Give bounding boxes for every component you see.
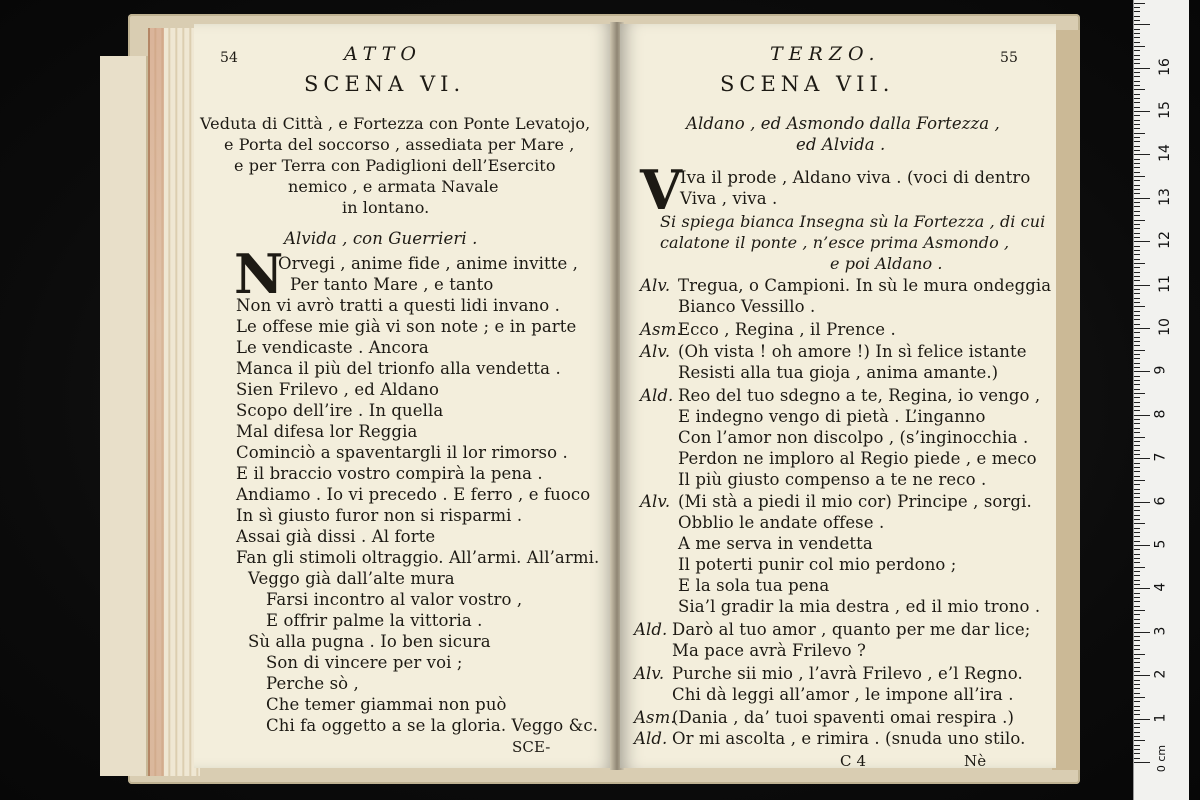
verse-line: In sì giusto furor non si risparmi . bbox=[236, 506, 523, 525]
speaker-label: Alv. bbox=[640, 276, 671, 295]
ruler-tick bbox=[1134, 558, 1140, 559]
ruler-tick bbox=[1134, 658, 1140, 659]
ruler-tick bbox=[1134, 758, 1140, 759]
ruler-tick bbox=[1134, 523, 1145, 524]
verse-line: Farsi incontro al valor vostro , bbox=[266, 590, 523, 609]
ruler-tick bbox=[1134, 311, 1140, 312]
ruler-tick bbox=[1134, 42, 1140, 43]
ruler-tick bbox=[1134, 593, 1140, 594]
speaker-label: Ald. bbox=[640, 386, 674, 405]
ruler-number: 16 bbox=[1156, 57, 1173, 76]
verse-line: Sien Frilevo , ed Aldano bbox=[236, 380, 439, 399]
ruler-number: 9 bbox=[1152, 365, 1169, 375]
ruler-number: 5 bbox=[1152, 539, 1169, 549]
ruler-tick bbox=[1134, 571, 1140, 572]
ruler-tick bbox=[1134, 480, 1145, 481]
ruler-tick bbox=[1134, 324, 1140, 325]
text-line: Il poterti punir col mio perdono ; bbox=[678, 555, 957, 574]
ruler-tick bbox=[1134, 37, 1140, 38]
ruler-tick bbox=[1134, 63, 1140, 64]
ruler-tick bbox=[1134, 510, 1140, 511]
ruler-tick bbox=[1134, 376, 1140, 377]
ruler-tick bbox=[1134, 428, 1140, 429]
text-line: Darò al tuo amor , quanto per me dar lice; bbox=[672, 620, 1031, 639]
verse-line: Scopo dell’ire . In quella bbox=[236, 401, 444, 420]
ruler-number: 8 bbox=[1152, 409, 1169, 419]
ruler-tick bbox=[1134, 289, 1140, 290]
ruler-tick bbox=[1134, 89, 1145, 90]
ruler-tick bbox=[1134, 714, 1140, 715]
ruler-tick bbox=[1134, 528, 1140, 529]
ruler-tick bbox=[1134, 315, 1140, 316]
ruler-tick bbox=[1134, 306, 1145, 307]
ruler-tick bbox=[1134, 133, 1145, 134]
verse-line: Manca il più del trionfo alla vendetta . bbox=[236, 359, 561, 378]
ruler-tick bbox=[1134, 580, 1140, 581]
ruler-tick bbox=[1134, 120, 1140, 121]
ruler-tick bbox=[1134, 33, 1140, 34]
ruler-tick bbox=[1134, 710, 1140, 711]
text-line: Iva il prode , Aldano viva . (voci di dentro bbox=[680, 168, 1031, 187]
ruler-tick bbox=[1134, 554, 1140, 555]
ruler-tick bbox=[1134, 706, 1140, 707]
ruler-tick bbox=[1134, 636, 1140, 637]
ruler-tick bbox=[1134, 358, 1140, 359]
verse-line: Non vi avrò tratti a questi lidi invano . bbox=[236, 296, 560, 315]
ruler-number: 7 bbox=[1152, 452, 1169, 462]
ruler-tick bbox=[1134, 367, 1140, 368]
cover-edge-right bbox=[1052, 30, 1080, 770]
ruler-tick bbox=[1134, 497, 1140, 498]
ruler-tick bbox=[1134, 454, 1140, 455]
ruler-tick bbox=[1134, 406, 1140, 407]
running-head: ATTO bbox=[344, 43, 422, 65]
ruler-number: 11 bbox=[1156, 274, 1173, 293]
text-line: (Mi stà a piedi il mio cor) Principe , sorgi. bbox=[678, 492, 1032, 511]
ruler-tick bbox=[1134, 7, 1140, 8]
ruler-tick bbox=[1134, 293, 1140, 294]
text-line: Con l’amor non discolpo , (s’inginocchia . bbox=[678, 428, 1029, 447]
ruler-tick bbox=[1134, 341, 1140, 342]
ruler-tick bbox=[1134, 389, 1140, 390]
ruler-tick bbox=[1134, 233, 1140, 234]
ruler-tick bbox=[1134, 545, 1150, 546]
ruler-tick bbox=[1134, 450, 1140, 451]
text-line: Resisti alla tua gioja , anima amante.) bbox=[678, 363, 999, 382]
ruler-tick bbox=[1134, 85, 1140, 86]
ruler-tick bbox=[1134, 68, 1150, 69]
ruler-tick bbox=[1134, 380, 1140, 381]
ruler-tick bbox=[1134, 562, 1140, 563]
ruler-tick bbox=[1134, 719, 1150, 720]
ruler-tick bbox=[1134, 124, 1140, 125]
ruler-tick bbox=[1134, 667, 1140, 668]
ruler-tick bbox=[1134, 423, 1140, 424]
cover-flap bbox=[100, 56, 148, 776]
ruler-tick bbox=[1134, 762, 1150, 763]
text-line: Purche sii mio , l’avrà Frilevo , e’l Regno. bbox=[672, 664, 1023, 683]
ruler-tick bbox=[1134, 567, 1145, 568]
ruler-tick bbox=[1134, 575, 1140, 576]
drop-cap: V bbox=[640, 158, 682, 222]
ruler-tick bbox=[1134, 536, 1140, 537]
ruler-tick bbox=[1134, 597, 1140, 598]
ruler-tick bbox=[1134, 298, 1140, 299]
text-line: E indegno vengo di pietà . L’inganno bbox=[678, 407, 986, 426]
ruler-tick bbox=[1134, 515, 1140, 516]
speaker-label: Alv. bbox=[640, 342, 671, 361]
verse-line: Per tanto Mare , e tanto bbox=[290, 275, 494, 294]
ruler-tick bbox=[1134, 163, 1140, 164]
text-line: Chi dà leggi all’amor , le impone all’ira . bbox=[672, 685, 1014, 704]
catchword: SCE- bbox=[512, 738, 551, 756]
drop-cap: N bbox=[234, 242, 284, 306]
ruler-tick bbox=[1134, 72, 1140, 73]
stage-direction-line: Si spiega bianca Insegna sù la Fortezza , di cui bbox=[660, 212, 1046, 231]
speaker-label: Alv. bbox=[634, 664, 665, 683]
ruler-tick bbox=[1134, 50, 1140, 51]
ruler-tick bbox=[1134, 437, 1145, 438]
ruler-tick bbox=[1134, 445, 1140, 446]
text-line: Obblio le andate offese . bbox=[678, 513, 885, 532]
ruler-tick bbox=[1134, 745, 1140, 746]
ruler-tick bbox=[1134, 493, 1140, 494]
ruler-tick bbox=[1134, 345, 1140, 346]
ruler-tick bbox=[1134, 736, 1140, 737]
ruler-tick bbox=[1134, 276, 1140, 277]
text-line: Ma pace avrà Frilevo ? bbox=[672, 641, 866, 660]
ruler-number: 4 bbox=[1152, 582, 1169, 592]
ruler-tick bbox=[1134, 224, 1140, 225]
ruler-tick bbox=[1134, 601, 1140, 602]
ruler-tick bbox=[1134, 228, 1140, 229]
ruler-tick bbox=[1134, 189, 1140, 190]
ruler-tick bbox=[1134, 697, 1145, 698]
text-line: A me serva in vendetta bbox=[678, 534, 873, 553]
ruler-tick bbox=[1134, 441, 1140, 442]
ruler-tick bbox=[1134, 180, 1140, 181]
ruler-tick bbox=[1134, 115, 1140, 116]
ruler-number: 12 bbox=[1156, 231, 1173, 250]
ruler-tick bbox=[1134, 610, 1145, 611]
speaker-label: Ald. bbox=[634, 729, 668, 748]
ruler-tick bbox=[1134, 16, 1140, 17]
verse-line: Cominciò a spaventargli il lor rimorso . bbox=[236, 443, 568, 462]
ruler-tick bbox=[1134, 20, 1140, 21]
ruler-tick bbox=[1134, 176, 1145, 177]
ruler-tick bbox=[1134, 350, 1145, 351]
ruler-unit-label: 0 cm bbox=[1155, 744, 1169, 773]
ruler-tick bbox=[1134, 467, 1140, 468]
ruler-tick bbox=[1134, 254, 1140, 255]
ruler-tick bbox=[1134, 584, 1140, 585]
text-line: Reo del tuo sdegno a te, Regina, io vengo , bbox=[678, 386, 1041, 405]
ruler-number: 6 bbox=[1152, 496, 1169, 506]
ruler-tick bbox=[1134, 250, 1140, 251]
verse-line: Sù alla pugna . Io ben sicura bbox=[248, 632, 491, 651]
text-line: (Dania , da’ tuoi spaventi omai respira .) bbox=[672, 708, 1015, 727]
ruler-tick bbox=[1134, 623, 1140, 624]
ruler-tick bbox=[1134, 202, 1140, 203]
verse-line: E il braccio vostro compirà la pena . bbox=[236, 464, 543, 483]
ruler-tick bbox=[1134, 588, 1150, 589]
ruler-tick bbox=[1134, 237, 1140, 238]
ruler-tick bbox=[1134, 684, 1140, 685]
text-line: Sia’l gradir la mia destra , ed il mio trono . bbox=[678, 597, 1041, 616]
ruler-tick bbox=[1134, 519, 1140, 520]
ruler-tick bbox=[1134, 185, 1140, 186]
ruler-tick bbox=[1134, 3, 1145, 4]
left-page bbox=[194, 24, 614, 768]
verse-line: Perche sò , bbox=[266, 674, 359, 693]
ruler-tick bbox=[1134, 337, 1140, 338]
ruler-number: 13 bbox=[1156, 187, 1173, 206]
ruler-number: 14 bbox=[1156, 144, 1173, 163]
ruler-tick bbox=[1134, 102, 1140, 103]
speaker-label: Alv. bbox=[640, 492, 671, 511]
ruler-tick bbox=[1134, 94, 1140, 95]
ruler-tick bbox=[1134, 471, 1140, 472]
text-line: (Oh vista ! oh amore !) In sì felice istante bbox=[678, 342, 1027, 361]
ruler-tick bbox=[1134, 384, 1140, 385]
ruler-tick bbox=[1134, 627, 1140, 628]
verse-line: Assai già dissi . Al forte bbox=[236, 527, 436, 546]
ruler-tick bbox=[1134, 150, 1140, 151]
ruler-tick bbox=[1134, 402, 1140, 403]
text-line: Viva , viva . bbox=[680, 189, 778, 208]
ruler-number: 1 bbox=[1152, 713, 1169, 723]
ruler-tick bbox=[1134, 410, 1140, 411]
ruler-tick bbox=[1134, 393, 1145, 394]
ruler-tick bbox=[1134, 549, 1140, 550]
text-line: E la sola tua pena bbox=[678, 576, 830, 595]
ruler-tick bbox=[1134, 740, 1145, 741]
ruler-tick bbox=[1134, 688, 1140, 689]
ruler-tick bbox=[1134, 24, 1150, 25]
ruler-tick bbox=[1134, 332, 1140, 333]
ruler-tick bbox=[1134, 137, 1140, 138]
ruler-tick bbox=[1134, 363, 1140, 364]
ruler-tick bbox=[1134, 267, 1140, 268]
ruler-tick bbox=[1134, 727, 1140, 728]
signature-mark: C 4 bbox=[840, 752, 867, 770]
ruler-tick bbox=[1134, 328, 1150, 329]
text-line: Ecco , Regina , il Prence . bbox=[678, 320, 896, 339]
ruler-tick bbox=[1134, 154, 1150, 155]
ruler-tick bbox=[1134, 141, 1140, 142]
ruler-number: 10 bbox=[1156, 318, 1173, 336]
speaker-label: Asm. bbox=[640, 320, 682, 339]
speaker-label: Ald. bbox=[634, 620, 668, 639]
ruler-tick bbox=[1134, 419, 1140, 420]
ruler-tick bbox=[1134, 541, 1140, 542]
ruler-tick bbox=[1134, 680, 1140, 681]
ruler-tick bbox=[1134, 29, 1140, 30]
ruler-tick bbox=[1134, 354, 1140, 355]
ruler-tick bbox=[1134, 619, 1140, 620]
ruler-number: 15 bbox=[1156, 101, 1173, 119]
ruler-tick bbox=[1134, 55, 1140, 56]
verse-line: Andiamo . Io vi precedo . E ferro , e fuoco bbox=[236, 485, 591, 504]
ruler-tick bbox=[1134, 241, 1150, 242]
ruler-tick bbox=[1134, 463, 1140, 464]
page-number: 55 bbox=[1000, 50, 1019, 66]
ruler-tick bbox=[1134, 732, 1140, 733]
ruler-tick bbox=[1134, 649, 1140, 650]
ruler-tick bbox=[1134, 701, 1140, 702]
character-list: ed Alvida . bbox=[796, 135, 886, 154]
running-head: TERZO. bbox=[770, 43, 881, 65]
ruler-tick bbox=[1134, 432, 1140, 433]
verse-line: Le offese mie già vi son note ; e in parte bbox=[236, 317, 577, 336]
ruler-tick bbox=[1134, 76, 1140, 77]
ruler-tick bbox=[1134, 111, 1150, 112]
character-list: Aldano , ed Asmondo dalla Fortezza , bbox=[686, 114, 1000, 133]
right-page bbox=[620, 24, 1056, 768]
verse-line: E offrir palme la vittoria . bbox=[266, 611, 483, 630]
ruler-tick bbox=[1134, 263, 1145, 264]
ruler-tick bbox=[1134, 458, 1150, 459]
ruler-tick bbox=[1134, 489, 1140, 490]
ruler-tick bbox=[1134, 476, 1140, 477]
verse-line: Fan gli stimoli oltraggio. All’armi. All’armi. bbox=[236, 548, 600, 567]
ruler-tick bbox=[1134, 484, 1140, 485]
speaker-label: Asm. bbox=[634, 708, 676, 727]
ruler-tick bbox=[1134, 671, 1140, 672]
ruler-tick bbox=[1134, 46, 1145, 47]
character-list: Alvida , con Guerrieri . bbox=[284, 229, 478, 248]
text-line: Or mi ascolta , e rimira . (snuda uno stilo. bbox=[672, 729, 1026, 748]
ruler-tick bbox=[1134, 128, 1140, 129]
ruler-tick bbox=[1134, 280, 1140, 281]
ruler-tick bbox=[1134, 302, 1140, 303]
ruler-tick bbox=[1134, 502, 1150, 503]
ruler-tick bbox=[1134, 654, 1145, 655]
page-number: 54 bbox=[220, 50, 239, 66]
ruler-number: 3 bbox=[1152, 626, 1169, 636]
ruler-tick bbox=[1134, 397, 1140, 398]
ruler-tick bbox=[1134, 675, 1150, 676]
ruler-tick bbox=[1134, 220, 1145, 221]
ruler-number: 2 bbox=[1152, 669, 1169, 679]
stage-direction-line: calatone il ponte , n’esce prima Asmondo , bbox=[660, 233, 1010, 252]
ruler-tick bbox=[1134, 272, 1140, 273]
verse-line: Chi fa oggetto a se la gloria. Veggo &c. bbox=[266, 716, 599, 735]
ruler-tick bbox=[1134, 723, 1140, 724]
ruler-tick bbox=[1134, 167, 1140, 168]
stage-direction-line: e Porta del soccorso , assediata per Mare , bbox=[224, 135, 575, 154]
ruler-tick bbox=[1134, 749, 1140, 750]
stage-direction-line: Veduta di Città , e Fortezza con Ponte Levatojo, bbox=[200, 114, 591, 133]
measurement-ruler bbox=[1133, 0, 1189, 800]
ruler-tick bbox=[1134, 211, 1140, 212]
ruler-tick bbox=[1134, 319, 1140, 320]
ruler-tick bbox=[1134, 193, 1140, 194]
stage-direction-line: e poi Aldano . bbox=[830, 254, 943, 273]
ruler-tick bbox=[1134, 640, 1140, 641]
ruler-tick bbox=[1134, 81, 1140, 82]
ruler-tick bbox=[1134, 107, 1140, 108]
stage-direction-line: in lontano. bbox=[342, 198, 430, 217]
ruler-tick bbox=[1134, 693, 1140, 694]
scene-title: SCENA VI. bbox=[304, 72, 466, 96]
scene-title: SCENA VII. bbox=[720, 72, 895, 96]
ruler-tick bbox=[1134, 285, 1150, 286]
stage-direction-line: e per Terra con Padiglioni dell’Esercito bbox=[234, 156, 556, 175]
catchword: Nè bbox=[964, 752, 987, 770]
page-edges bbox=[148, 28, 200, 776]
ruler-tick bbox=[1134, 198, 1150, 199]
ruler-tick bbox=[1134, 11, 1140, 12]
ruler-tick bbox=[1134, 98, 1140, 99]
text-line: Perdon ne imploro al Regio piede , e meco bbox=[678, 449, 1037, 468]
ruler-tick bbox=[1134, 645, 1140, 646]
ruler-tick bbox=[1134, 246, 1140, 247]
verse-line: Son di vincere per voi ; bbox=[266, 653, 463, 672]
ruler-tick bbox=[1134, 215, 1140, 216]
text-line: Tregua, o Campioni. In sù le mura ondeggia bbox=[678, 276, 1052, 295]
ruler-tick bbox=[1134, 206, 1140, 207]
text-line: Bianco Vessillo . bbox=[678, 297, 816, 316]
stage-direction-line: nemico , e armata Navale bbox=[288, 177, 499, 196]
ruler-tick bbox=[1134, 753, 1140, 754]
ruler-tick bbox=[1134, 606, 1140, 607]
ruler-tick bbox=[1134, 159, 1140, 160]
ruler-tick bbox=[1134, 506, 1140, 507]
ruler-tick bbox=[1134, 532, 1140, 533]
ruler-tick bbox=[1134, 415, 1150, 416]
ruler-tick bbox=[1134, 59, 1140, 60]
verse-line: Orvegi , anime fide , anime invitte , bbox=[278, 254, 579, 273]
verse-line: Mal difesa lor Reggia bbox=[236, 422, 418, 441]
verse-line: Veggo già dall’alte mura bbox=[248, 569, 455, 588]
ruler-tick bbox=[1134, 662, 1140, 663]
verse-line: Le vendicaste . Ancora bbox=[236, 338, 429, 357]
text-line: Il più giusto compenso a te ne reco . bbox=[678, 470, 987, 489]
ruler-tick bbox=[1134, 632, 1150, 633]
ruler-tick bbox=[1134, 371, 1150, 372]
ruler-tick bbox=[1134, 259, 1140, 260]
ruler-tick bbox=[1134, 614, 1140, 615]
ruler-tick bbox=[1134, 146, 1140, 147]
ruler-tick bbox=[1134, 172, 1140, 173]
verse-line: Che temer giammai non può bbox=[266, 695, 507, 714]
